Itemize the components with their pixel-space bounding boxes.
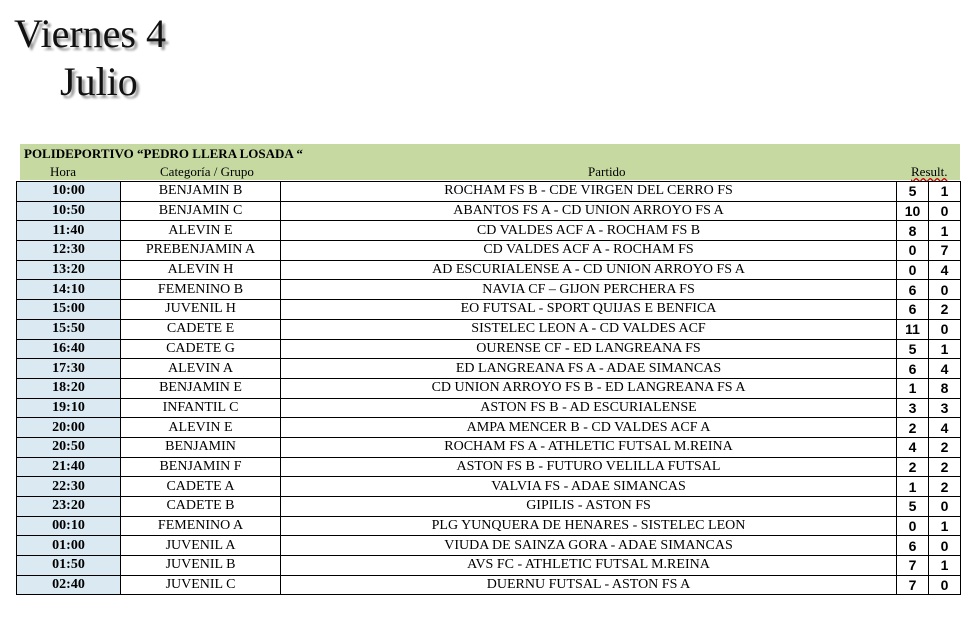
away-score-cell: 2 — [929, 457, 961, 477]
home-score-cell: 1 — [897, 378, 929, 398]
categoria-cell: ALEVIN E — [121, 418, 281, 438]
categoria-cell: BENJAMIN C — [121, 201, 281, 221]
home-score-cell: 5 — [897, 339, 929, 359]
home-score-cell: 1 — [897, 477, 929, 497]
hora-cell: 14:10 — [17, 280, 121, 300]
categoria-cell: BENJAMIN F — [121, 457, 281, 477]
table-row — [17, 260, 961, 280]
table-row — [17, 221, 961, 241]
partido-cell: VALVIA FS - ADAE SIMANCAS — [281, 477, 897, 497]
partido-cell: AMPA MENCER B - CD VALDES ACF A — [281, 418, 897, 438]
home-score-cell: 2 — [897, 457, 929, 477]
categoria-cell: FEMENINO A — [121, 516, 281, 536]
hora-cell: 10:50 — [17, 201, 121, 221]
categoria-cell: JUVENIL H — [121, 300, 281, 320]
column-header-result — [911, 164, 947, 180]
partido-cell: EO FUTSAL - SPORT QUIJAS E BENFICA — [281, 300, 897, 320]
away-score-cell: 1 — [929, 221, 961, 241]
partido-cell: CD VALDES ACF A - ROCHAM FS B — [281, 221, 897, 241]
column-header-categoria: Categoría / Grupo — [160, 164, 254, 179]
away-score-cell: 8 — [929, 378, 961, 398]
hora-cell: 12:30 — [17, 241, 121, 261]
home-score-cell: 5 — [897, 497, 929, 517]
away-score-cell: 4 — [929, 359, 961, 379]
home-score-cell: 6 — [897, 300, 929, 320]
table-row — [17, 359, 961, 379]
result-label: Result. — [911, 164, 948, 179]
partido-cell: NAVIA CF – GIJON PERCHERA FS — [281, 280, 897, 300]
hora-cell: 01:00 — [17, 536, 121, 556]
partido-cell: ASTON FS B - FUTURO VELILLA FUTSAL — [281, 457, 897, 477]
away-score-cell: 0 — [929, 280, 961, 300]
categoria-cell: FEMENINO B — [121, 280, 281, 300]
hora-cell: 22:30 — [17, 477, 121, 497]
home-score-cell: 2 — [897, 418, 929, 438]
hora-cell: 02:40 — [17, 575, 121, 595]
hora-cell: 10:00 — [17, 182, 121, 202]
categoria-cell: ALEVIN H — [121, 260, 281, 280]
table-row — [17, 497, 961, 517]
categoria-cell: JUVENIL A — [121, 536, 281, 556]
partido-cell: VIUDA DE SAINZA GORA - ADAE SIMANCAS — [281, 536, 897, 556]
hora-cell: 23:20 — [17, 497, 121, 517]
partido-cell: ED LANGREANA FS A - ADAE SIMANCAS — [281, 359, 897, 379]
home-score-cell: 0 — [897, 241, 929, 261]
partido-cell: ROCHAM FS A - ATHLETIC FUTSAL M.REINA — [281, 437, 897, 457]
hora-cell: 19:10 — [17, 398, 121, 418]
hora-cell: 18:20 — [17, 378, 121, 398]
partido-cell: ABANTOS FS A - CD UNION ARROYO FS A — [281, 201, 897, 221]
home-score-cell: 3 — [897, 398, 929, 418]
home-score-cell: 7 — [897, 556, 929, 576]
partido-cell: GIPILIS - ASTON FS — [281, 497, 897, 517]
categoria-cell: CADETE B — [121, 497, 281, 517]
table-row — [17, 516, 961, 536]
table-row — [17, 437, 961, 457]
home-score-cell: 8 — [897, 221, 929, 241]
categoria-cell: CADETE E — [121, 319, 281, 339]
table-row — [17, 300, 961, 320]
table-row — [17, 241, 961, 261]
categoria-cell: BENJAMIN B — [121, 182, 281, 202]
away-score-cell: 7 — [929, 241, 961, 261]
table-row — [17, 575, 961, 595]
away-score-cell: 1 — [929, 339, 961, 359]
home-score-cell: 4 — [897, 437, 929, 457]
categoria-cell: JUVENIL C — [121, 575, 281, 595]
away-score-cell: 4 — [929, 260, 961, 280]
home-score-cell: 6 — [897, 536, 929, 556]
hora-cell: 00:10 — [17, 516, 121, 536]
home-score-cell: 6 — [897, 359, 929, 379]
away-score-cell: 0 — [929, 497, 961, 517]
table-row — [17, 457, 961, 477]
home-score-cell: 11 — [897, 319, 929, 339]
home-score-cell: 0 — [897, 516, 929, 536]
table-row — [17, 201, 961, 221]
hora-cell: 20:50 — [17, 437, 121, 457]
categoria-cell: JUVENIL B — [121, 556, 281, 576]
home-score-cell: 10 — [897, 201, 929, 221]
table-row — [17, 182, 961, 202]
away-score-cell: 2 — [929, 437, 961, 457]
schedule-table — [16, 181, 961, 595]
table-row — [17, 319, 961, 339]
away-score-cell: 1 — [929, 182, 961, 202]
partido-cell: ASTON FS B - AD ESCURIALENSE — [281, 398, 897, 418]
partido-cell: AD ESCURIALENSE A - CD UNION ARROYO FS A — [281, 260, 897, 280]
table-row — [17, 398, 961, 418]
away-score-cell: 0 — [929, 201, 961, 221]
table-row — [17, 556, 961, 576]
hora-cell: 16:40 — [17, 339, 121, 359]
hora-cell: 21:40 — [17, 457, 121, 477]
hora-cell: 01:50 — [17, 556, 121, 576]
table-row — [17, 536, 961, 556]
home-score-cell: 7 — [897, 575, 929, 595]
table-row — [17, 378, 961, 398]
partido-cell: OURENSE CF - ED LANGREANA FS — [281, 339, 897, 359]
categoria-cell: ALEVIN E — [121, 221, 281, 241]
away-score-cell: 2 — [929, 300, 961, 320]
partido-cell: CD UNION ARROYO FS B - ED LANGREANA FS A — [281, 378, 897, 398]
hora-cell: 11:40 — [17, 221, 121, 241]
table-row — [17, 418, 961, 438]
hora-cell: 20:00 — [17, 418, 121, 438]
home-score-cell: 5 — [897, 182, 929, 202]
categoria-cell: ALEVIN A — [121, 359, 281, 379]
categoria-cell: CADETE A — [121, 477, 281, 497]
home-score-cell: 6 — [897, 280, 929, 300]
table-row — [17, 280, 961, 300]
categoria-cell: CADETE G — [121, 339, 281, 359]
venue-name: POLIDEPORTIVO “PEDRO LLERA LOSADA “ — [24, 146, 303, 161]
partido-cell: PLG YUNQUERA DE HENARES - SISTELEC LEON — [281, 516, 897, 536]
hora-cell: 15:00 — [17, 300, 121, 320]
categoria-cell: BENJAMIN — [121, 437, 281, 457]
away-score-cell: 1 — [929, 516, 961, 536]
schedule-rows — [17, 182, 961, 595]
table-row — [17, 477, 961, 497]
partido-cell: CD VALDES ACF A - ROCHAM FS — [281, 241, 897, 261]
categoria-cell: INFANTIL C — [121, 398, 281, 418]
hora-cell: 13:20 — [17, 260, 121, 280]
page-title-month: Julio — [60, 59, 138, 104]
partido-cell: SISTELEC LEON A - CD VALDES ACF — [281, 319, 897, 339]
home-score-cell: 0 — [897, 260, 929, 280]
away-score-cell: 1 — [929, 556, 961, 576]
away-score-cell: 2 — [929, 477, 961, 497]
away-score-cell: 0 — [929, 319, 961, 339]
partido-cell: ROCHAM FS B - CDE VIRGEN DEL CERRO FS — [281, 182, 897, 202]
partido-cell: DUERNU FUTSAL - ASTON FS A — [281, 575, 897, 595]
away-score-cell: 0 — [929, 575, 961, 595]
page-title-day: Viernes 4 — [14, 11, 166, 56]
away-score-cell: 4 — [929, 418, 961, 438]
table-row — [17, 339, 961, 359]
categoria-cell: BENJAMIN E — [121, 378, 281, 398]
away-score-cell: 3 — [929, 398, 961, 418]
categoria-cell: PREBENJAMIN A — [121, 241, 281, 261]
column-header-partido: Partido — [588, 164, 626, 179]
hora-cell: 17:30 — [17, 359, 121, 379]
partido-cell: AVS FC - ATHLETIC FUTSAL M.REINA — [281, 556, 897, 576]
column-header-hora: Hora — [50, 164, 76, 179]
hora-cell: 15:50 — [17, 319, 121, 339]
away-score-cell: 0 — [929, 536, 961, 556]
